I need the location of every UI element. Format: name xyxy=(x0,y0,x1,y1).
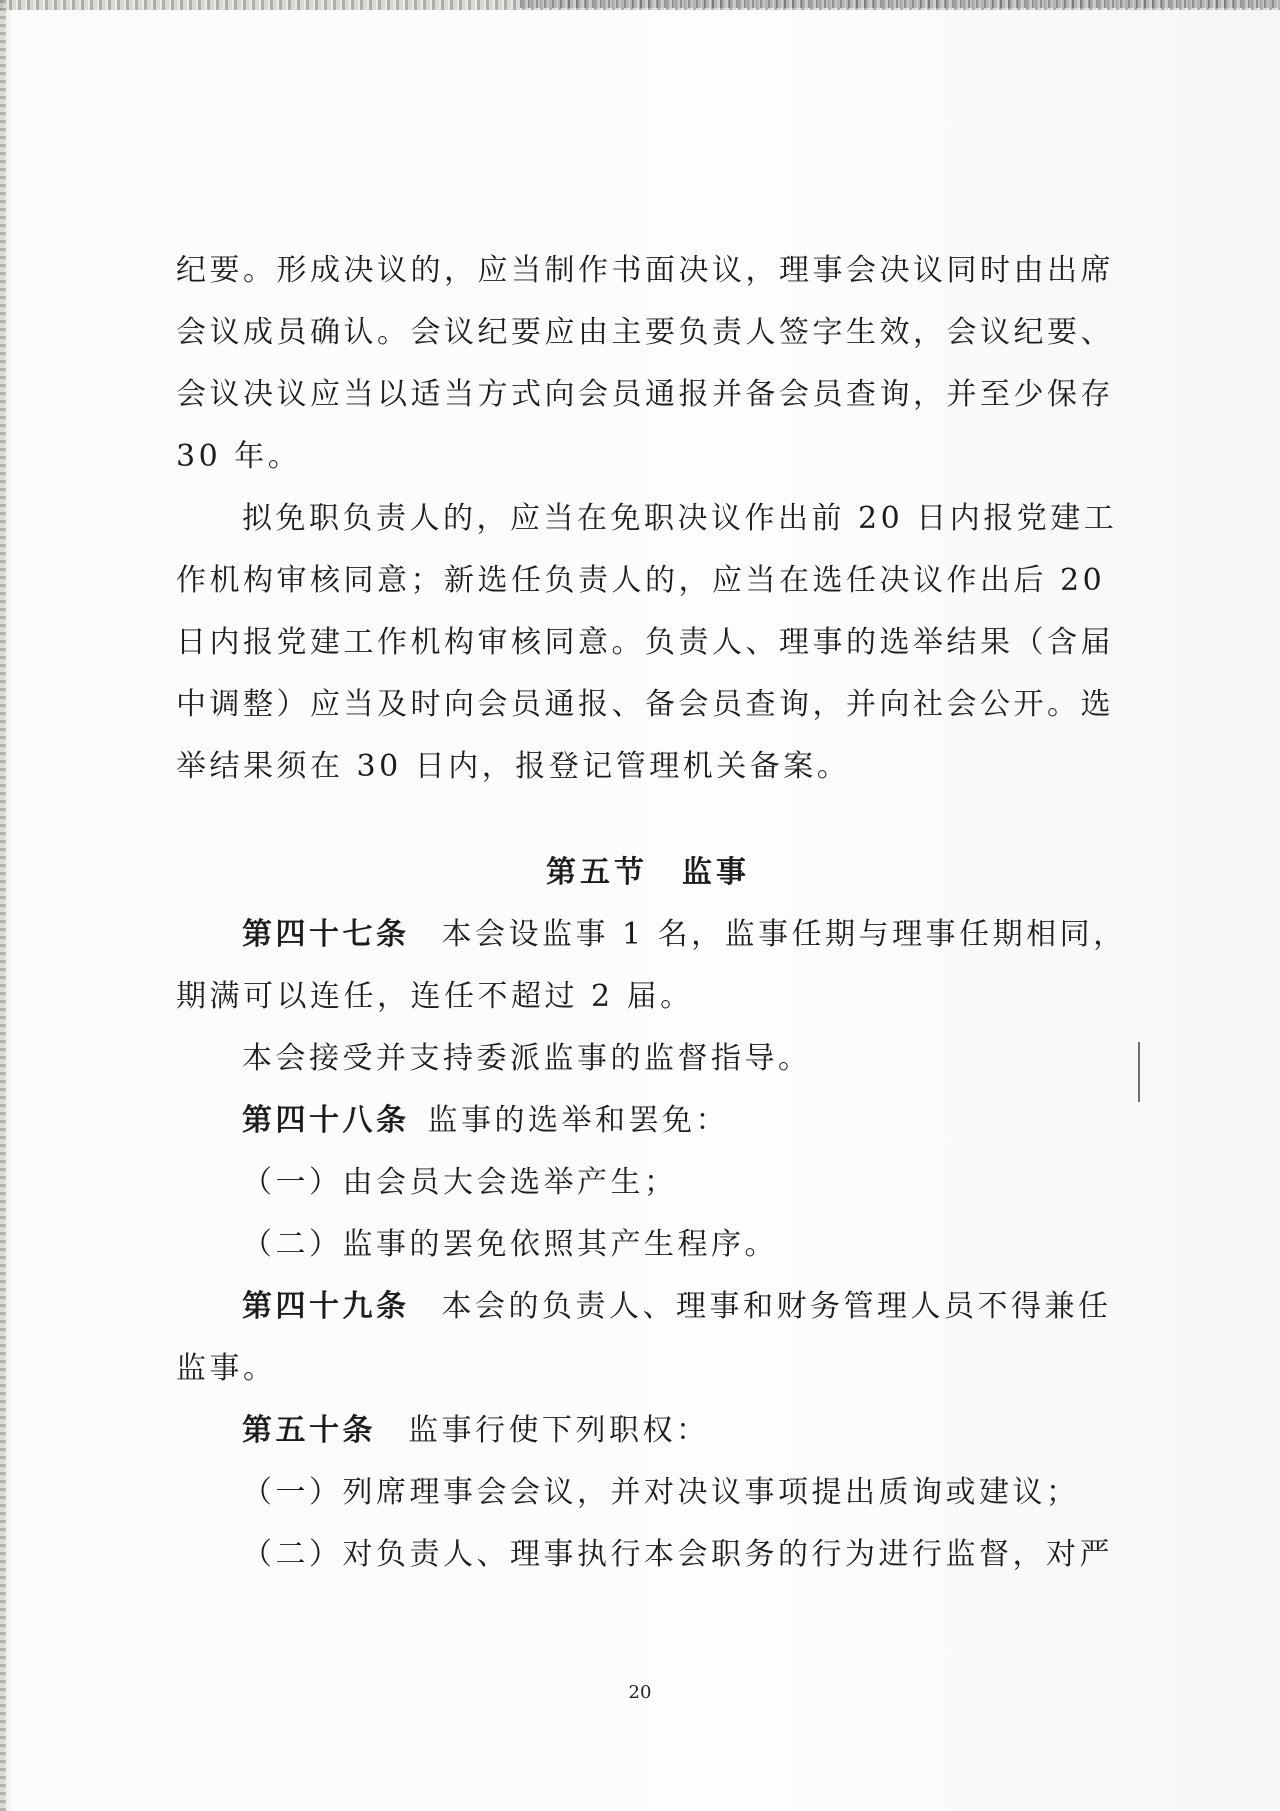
article-48 xyxy=(176,1090,1120,1152)
paragraph-2-line: 日内报党建工作机构审核同意。负责人、理事的选举结果（含届 xyxy=(176,625,1114,660)
paragraph-1-line: 30 年。 xyxy=(176,439,302,474)
article-50-item-1: （一）列席理事会会议，并对决议事项提出质询或建议； xyxy=(242,1475,1080,1510)
article-47-text: 本会设监事 1 名，监事任期与理事任期相同， xyxy=(441,917,1127,952)
article-48-label: 第四十八条 xyxy=(242,1103,410,1138)
paragraph-2-line: 作机构审核同意；新选任负责人的，应当在选任决议作出后 20 xyxy=(176,563,1106,598)
paragraph-1-line: 纪要。形成决议的，应当制作书面决议，理事会决议同时由出席 xyxy=(176,253,1114,288)
margin-mark xyxy=(1138,1042,1140,1102)
paragraph-2-line: 举结果须在 30 日内，报登记管理机关备案。 xyxy=(176,749,851,784)
scan-edge-left xyxy=(0,0,6,1811)
article-47-label: 第四十七条 xyxy=(242,917,410,952)
section-title: 第五节 监事 xyxy=(546,855,750,890)
paragraph-2-line: 中调整）应当及时向会员通报、备会员查询，并向社会公开。选 xyxy=(176,687,1114,722)
article-49 xyxy=(176,1276,1120,1338)
article-49-text: 本会的负责人、理事和财务管理人员不得兼任 xyxy=(441,1289,1112,1324)
page-number: 20 xyxy=(628,1682,652,1703)
article-47-continuation: 期满可以连任，连任不超过 2 届。 xyxy=(176,979,694,1014)
article-47-paragraph-2: 本会接受并支持委派监事的监督指导。 xyxy=(242,1041,812,1076)
article-50 xyxy=(176,1400,1120,1462)
article-50-label: 第五十条 xyxy=(242,1413,376,1448)
paragraph-1-line: 会议决议应当以适当方式向会员通报并备会员查询，并至少保存 xyxy=(176,377,1114,412)
paragraph-1-line: 会议成员确认。会议纪要应由主要负责人签字生效，会议纪要、 xyxy=(176,315,1114,350)
article-48-text: 监事的选举和罢免： xyxy=(427,1103,729,1138)
article-50-item-2: （二）对负责人、理事执行本会职务的行为进行监督，对严 xyxy=(242,1537,1113,1572)
scan-edge-top-dark xyxy=(520,0,1280,8)
body-text xyxy=(176,240,1127,1586)
article-49-continuation: 监事。 xyxy=(176,1351,277,1386)
paragraph-2-line: 拟免职负责人的，应当在免职决议作出前 20 日内报党建工 xyxy=(242,501,1118,536)
article-47 xyxy=(176,904,1127,966)
article-48-item-1: （一）由会员大会选举产生； xyxy=(242,1165,678,1200)
article-50-text: 监事行使下列职权： xyxy=(408,1413,710,1448)
article-49-label: 第四十九条 xyxy=(242,1289,410,1324)
article-48-item-2: （二）监事的罢免依照其产生程序。 xyxy=(242,1227,778,1262)
